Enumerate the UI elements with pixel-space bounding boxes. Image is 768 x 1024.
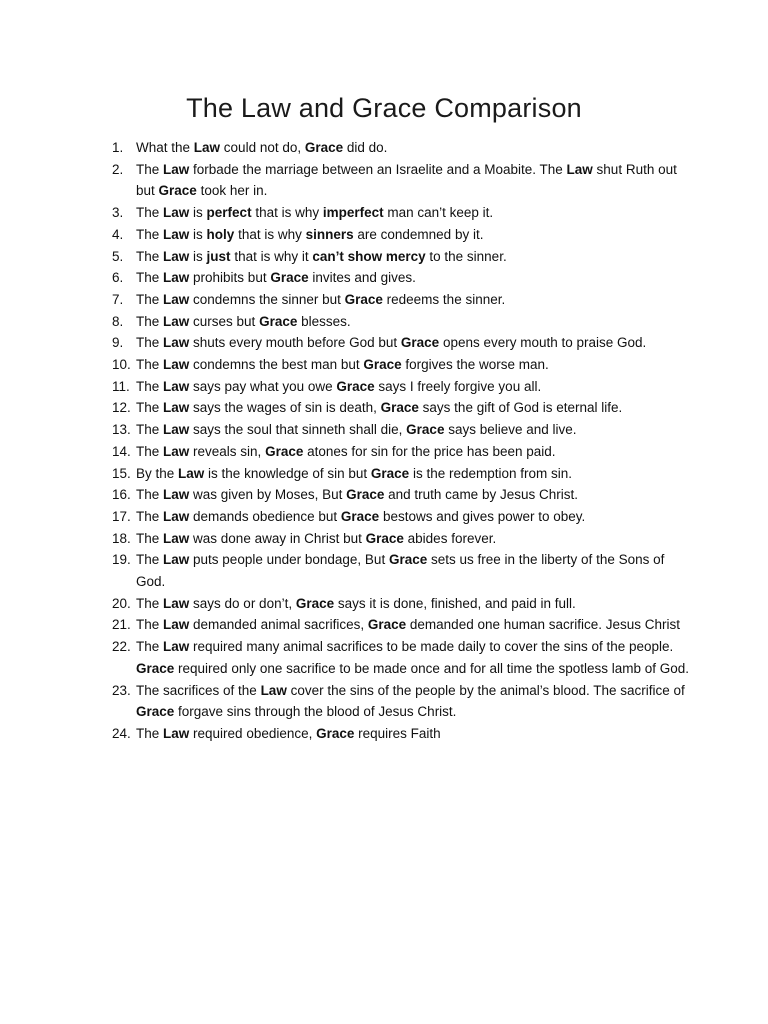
list-item	[112, 441, 692, 463]
list-item	[112, 549, 692, 592]
list-item-text	[136, 249, 507, 264]
emphasis-term: Grace	[380, 400, 419, 416]
list-item-number: 5.	[112, 248, 124, 264]
text-run: atones for sin for the price has been paid.	[303, 443, 556, 459]
emphasis-term: Law	[163, 357, 190, 373]
list-item-number: 15.	[112, 465, 131, 481]
text-run: are condemned by it.	[353, 226, 484, 242]
emphasis-term: Law	[163, 639, 190, 655]
list-item	[112, 397, 692, 419]
emphasis-term: Grace	[365, 530, 404, 546]
list-item-text	[136, 314, 351, 329]
text-run: prohibits but	[189, 270, 271, 286]
list-item-number: 20.	[112, 595, 131, 611]
list-item-text	[136, 683, 685, 720]
list-item-number: 10.	[112, 357, 131, 373]
list-item-number: 4.	[112, 226, 124, 242]
emphasis-term: Law	[163, 161, 190, 177]
list-item-number: 1.	[112, 140, 124, 155]
text-run: The	[136, 291, 164, 307]
list-item-text	[136, 205, 493, 220]
text-run: that is why	[234, 226, 306, 242]
list-item-number: 11.	[112, 378, 130, 394]
list-item	[112, 354, 692, 376]
emphasis-term: Law	[163, 270, 190, 286]
emphasis-term: Grace	[340, 508, 380, 524]
text-run: cover the sins of the people by the animal’s blood. The sacrifice of	[286, 682, 685, 698]
text-run: was given by Moses, But	[189, 487, 347, 503]
text-run: invites and gives.	[308, 270, 416, 286]
text-run: opens every mouth to praise God.	[439, 335, 647, 351]
text-run: man can’t keep it.	[383, 205, 494, 221]
text-run: required many animal sacrifices to be made daily to cover the sins of the people.	[189, 639, 674, 655]
list-item-text	[136, 487, 578, 502]
text-run: abides forever.	[403, 530, 497, 546]
emphasis-term: Grace	[316, 725, 355, 741]
text-run: is the knowledge of sin but	[204, 465, 371, 481]
list-item-number: 7.	[112, 291, 124, 307]
list-item-number: 12.	[112, 400, 131, 416]
text-run: did do.	[343, 140, 388, 155]
emphasis-term: Law	[163, 205, 190, 221]
text-run: condemns the best man but	[189, 357, 364, 373]
emphasis-term: Grace	[136, 704, 175, 720]
text-run: The	[136, 378, 164, 394]
text-run: and truth came by Jesus Christ.	[384, 487, 578, 503]
emphasis-term: Law	[163, 595, 190, 611]
list-item-text	[136, 466, 572, 481]
emphasis-term: Grace	[344, 291, 383, 307]
text-run: blesses.	[297, 313, 351, 329]
text-run: says pay what you owe	[189, 378, 337, 394]
text-run: demanded animal sacrifices,	[189, 617, 368, 633]
text-run: forgave sins through the blood of Jesus Christ.	[174, 704, 457, 720]
emphasis-term: Law	[260, 682, 287, 698]
list-item	[112, 528, 692, 550]
text-run: curses but	[189, 313, 260, 329]
emphasis-term: Law	[163, 530, 190, 546]
emphasis-term: Law	[163, 378, 190, 394]
emphasis-term: Grace	[136, 660, 175, 676]
emphasis-term: Law	[163, 313, 190, 329]
emphasis-term: Law	[178, 465, 205, 481]
comparison-list	[112, 137, 692, 745]
list-item	[112, 593, 692, 615]
emphasis-term: Grace	[400, 335, 440, 351]
list-item	[112, 332, 692, 354]
list-item-text	[136, 726, 441, 741]
text-run: that is why	[251, 205, 323, 221]
list-item	[112, 723, 692, 745]
list-item-text	[136, 617, 680, 632]
text-run: shut Ruth out but	[136, 161, 677, 199]
list-item-number: 18.	[112, 530, 131, 546]
emphasis-term: Grace	[370, 465, 410, 481]
text-run: The	[136, 725, 164, 741]
text-run: shuts every mouth before God but	[189, 335, 401, 351]
list-item-number: 24.	[112, 725, 131, 741]
emphasis-term: Law	[163, 443, 190, 459]
emphasis-term: Grace	[336, 378, 375, 394]
list-item	[112, 137, 692, 159]
list-item-number: 19.	[112, 552, 131, 568]
text-run: is	[189, 248, 207, 264]
text-run: says it is done, finished, and paid in full.	[334, 595, 576, 611]
emphasis-term: Grace	[304, 140, 344, 155]
emphasis-term: Law	[193, 140, 221, 155]
list-item	[112, 246, 692, 268]
list-item-text	[136, 422, 577, 437]
emphasis-term: perfect	[206, 205, 252, 221]
text-run: required only one sacrifice to be made once and for all time the spotless lamb of God.	[174, 660, 690, 676]
emphasis-term: Grace	[388, 552, 428, 568]
list-item-number: 17.	[112, 508, 131, 524]
text-run: The	[136, 357, 164, 373]
list-item	[112, 614, 692, 636]
emphasis-term: Grace	[363, 357, 402, 373]
list-item-number: 6.	[112, 270, 124, 286]
emphasis-term: Law	[163, 552, 190, 568]
list-item	[112, 289, 692, 311]
emphasis-term: can’t show mercy	[312, 248, 426, 264]
text-run: forbade the marriage between an Israelite and a Moabite. The	[189, 161, 567, 177]
text-run: The	[136, 248, 164, 264]
emphasis-term: Law	[163, 400, 190, 416]
text-run: The	[136, 205, 164, 221]
list-item-text	[136, 531, 496, 546]
emphasis-term: Law	[163, 487, 190, 503]
list-item	[112, 224, 692, 246]
list-item-text	[136, 509, 585, 524]
text-run: was done away in Christ but	[189, 530, 366, 546]
text-run: reveals sin,	[189, 443, 266, 459]
text-run: could not do,	[220, 140, 305, 155]
text-run: The	[136, 400, 164, 416]
list-item-number: 14.	[112, 443, 131, 459]
list-item-text	[136, 270, 416, 285]
list-item-number: 8.	[112, 313, 124, 329]
list-item	[112, 267, 692, 289]
text-run: What the	[136, 140, 194, 155]
list-item-number: 9.	[112, 335, 124, 351]
text-run: redeems the sinner.	[382, 291, 506, 307]
list-item-text	[136, 400, 622, 415]
text-run: demanded one human sacrifice. Jesus Christ	[406, 617, 681, 633]
text-run: The	[136, 313, 164, 329]
text-run: is	[189, 226, 207, 242]
text-run: says I freely forgive you all.	[374, 378, 542, 394]
text-run: is	[189, 205, 207, 221]
list-item-number: 13.	[112, 422, 131, 438]
text-run: The	[136, 508, 164, 524]
emphasis-term: Grace	[270, 270, 309, 286]
list-item	[112, 463, 692, 485]
list-item-text	[136, 335, 646, 350]
list-item-text	[136, 379, 541, 394]
list-item	[112, 680, 692, 723]
list-item-text	[136, 357, 549, 372]
text-run: took her in.	[196, 183, 268, 199]
emphasis-term: sinners	[305, 226, 354, 242]
list-item	[112, 202, 692, 224]
text-run: The	[136, 552, 164, 568]
list-item-number: 23.	[112, 682, 131, 698]
list-item	[112, 484, 692, 506]
text-run: forgives the worse man.	[401, 357, 549, 373]
text-run: The	[136, 335, 164, 351]
emphasis-term: Grace	[367, 617, 407, 633]
text-run: says the gift of God is eternal life.	[418, 400, 623, 416]
text-run: The	[136, 595, 164, 611]
emphasis-term: just	[206, 248, 231, 264]
emphasis-term: Law	[566, 161, 593, 177]
text-run: The	[136, 530, 164, 546]
text-run: bestows and gives power to obey.	[379, 508, 586, 524]
emphasis-term: Grace	[406, 422, 445, 438]
emphasis-term: Law	[163, 422, 190, 438]
text-run: demands obedience but	[189, 508, 341, 524]
text-run: The	[136, 270, 164, 286]
list-item-number: 22.	[112, 639, 131, 655]
emphasis-term: Law	[163, 617, 190, 633]
emphasis-term: imperfect	[322, 205, 384, 221]
text-run: puts people under bondage, But	[189, 552, 389, 568]
list-item-number: 3.	[112, 205, 124, 221]
emphasis-term: Grace	[295, 595, 335, 611]
text-run: The sacrifices of the	[136, 682, 261, 698]
text-run: The	[136, 226, 164, 242]
emphasis-term: Law	[163, 248, 190, 264]
text-run: to the sinner.	[425, 248, 507, 264]
text-run: The	[136, 422, 164, 438]
list-item-text	[136, 227, 483, 242]
text-run: says do or don’t,	[189, 595, 296, 611]
text-run: is the redemption from sin.	[409, 465, 573, 481]
list-item-text	[136, 140, 387, 155]
emphasis-term: Grace	[259, 313, 298, 329]
list-item-number: 16.	[112, 487, 131, 503]
text-run: The	[136, 639, 164, 655]
emphasis-term: Law	[163, 291, 190, 307]
text-run: The	[136, 487, 164, 503]
text-run: By the	[136, 465, 179, 481]
list-item-text	[136, 162, 677, 199]
list-item	[112, 159, 692, 202]
text-run: The	[136, 443, 164, 459]
text-run: says the soul that sinneth shall die,	[189, 422, 407, 438]
emphasis-term: Grace	[265, 443, 304, 459]
text-run: says believe and live.	[444, 422, 577, 438]
emphasis-term: Grace	[346, 487, 385, 503]
text-run: requires Faith	[354, 725, 441, 741]
list-item	[112, 636, 692, 679]
emphasis-term: Law	[163, 508, 190, 524]
list-item-text	[136, 552, 664, 589]
emphasis-term: Grace	[158, 183, 197, 199]
list-item	[112, 419, 692, 441]
document-title: The Law and Grace Comparison	[186, 93, 582, 123]
list-item-number: 2.	[112, 161, 124, 177]
list-item-text	[136, 292, 505, 307]
list-item	[112, 506, 692, 528]
emphasis-term: Law	[163, 335, 190, 351]
emphasis-term: Law	[163, 725, 190, 741]
list-item	[112, 376, 692, 398]
text-run: The	[136, 617, 164, 633]
text-run: The	[136, 161, 164, 177]
list-item-text	[136, 596, 576, 611]
text-run: says the wages of sin is death,	[189, 400, 381, 416]
list-item	[112, 311, 692, 333]
text-run: condemns the sinner but	[189, 291, 345, 307]
list-item-number: 21.	[112, 617, 131, 633]
emphasis-term: holy	[206, 226, 235, 242]
emphasis-term: Law	[163, 226, 190, 242]
list-item-text	[136, 639, 689, 676]
text-run: required obedience,	[189, 725, 317, 741]
list-item-text	[136, 444, 556, 459]
text-run: that is why it	[230, 248, 313, 264]
text-run: sets us free in the liberty of the Sons of God.	[136, 552, 665, 590]
